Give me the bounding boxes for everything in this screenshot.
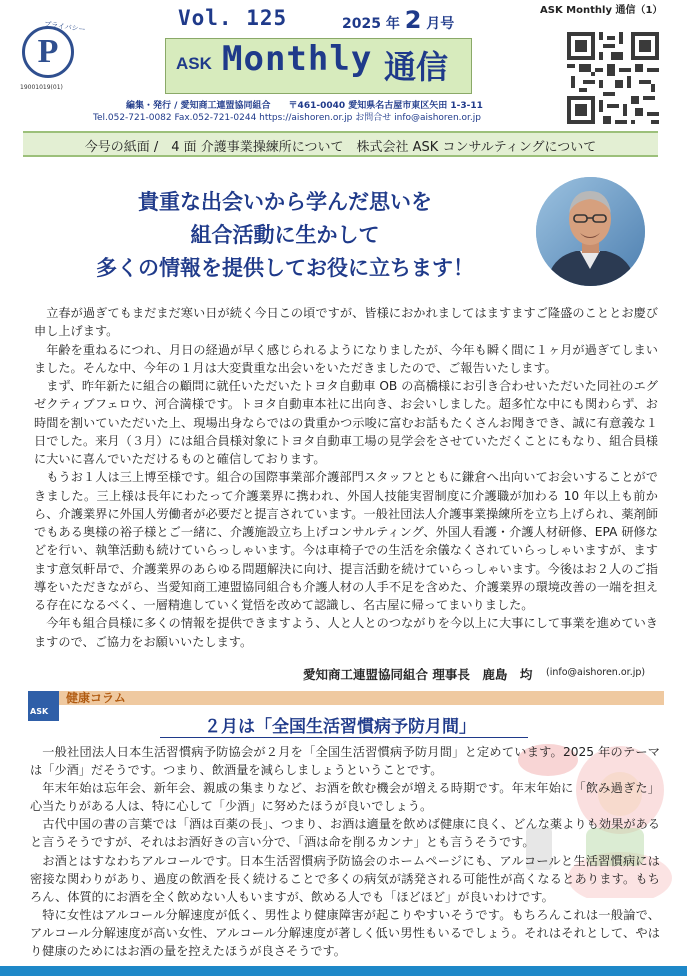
issue-month: 2: [404, 6, 422, 34]
contents-text: 今号の紙面 / 4 面 介護事業操練所について 株式会社 ASK コンサルティングについて: [84, 140, 597, 155]
signature-email: (info@aishoren.or.jp): [546, 667, 646, 678]
article-body: [34, 304, 658, 651]
contact-line: Tel.052-721-0082 Fax.052-721-0244 https://aishoren.or.jp お問合せ info@aishoren.or.jp: [93, 113, 481, 123]
president-portrait-photo: [536, 177, 645, 286]
column-title: ２月は「全国生活習慣病予防月間」: [204, 717, 476, 737]
issue-suffix: 月号: [426, 16, 455, 32]
headline-line-2: 組合活動に生かして: [190, 223, 380, 247]
article-headline: [60, 186, 510, 285]
logo-arc-text: プライバシー: [43, 20, 87, 34]
ask-badge-text: ASK: [30, 707, 49, 716]
column-paragraph: 一般社団法人日本生活習慣病予防協会が２月を「全国生活習慣病予防月間」と定めています。2025 年のテーマは「少酒」だそうです。つまり、飲酒量を減らしましょうということです。: [30, 745, 660, 778]
page-label: ASK Monthly 通信（1）: [540, 5, 663, 16]
column-label: 健康コラム: [66, 691, 126, 705]
logo-number: 19001019(01): [20, 84, 63, 91]
article-paragraph: もうお１人は三上博至様です。組合の国際事業部介護部門スタッフとともに鎌倉へ出向いてお会いすることができました。三上様は長年にわたって介護業界に携われ、外国人技能実習制度に介護職が加わる 10 年以上も前から、介護業界に外国人労働者が必要だと提言されています。一般社団法人介護事業操練所を立ち上げられ、薬剤師でもある奥様の裕子様とご一緒に、介護施設立ち上げコンサルティング、外国人看護・介護人材研修、EPA 研修などを行い、執筆活動も続けていらっしゃいます。今は車椅子での生活を余儀なくされていらっしゃいますが、ますます意気軒昂で、介護業界のあらゆる問題解決に向け、提言活動を続けていらっしゃいます。今後はお２人のご指導をいただきながら、当愛知商工連盟協同組合も介護人材の人手不足を含めた、介護業界の環境改善の一端を担える存在になるべく、一層精進していく覚悟を改めて認識し、名古屋に帰ってまいりました。: [34, 470, 658, 612]
column-paragraph: 古代中国の書の言葉では「酒は百薬の長」、つまり、お酒は適量を飲めば健康に良く、どんな薬よりも効果があると言うそうですが、それはお酒好きの言い分で、「酒は命を削るカンナ」とも言うそうです。: [30, 817, 660, 850]
headline-line-3: 多くの情報を提供してお役に立ちます！: [96, 256, 474, 280]
qr-code-icon[interactable]: [563, 28, 663, 128]
privacy-mark-logo: [18, 20, 87, 96]
volume-number: Vol. 125: [178, 6, 288, 30]
contents-bar: [23, 131, 658, 157]
column-title-underline: [160, 737, 528, 738]
article-paragraph: 年齢を重ねるにつれ、月日の経過が早く感じられるようになりましたが、今年も瞬く間に１ヶ月が過ぎてしまいました。そんな中、今年の１月は大変貴重な出会いをいただきましたので、ご報告いたします。: [34, 342, 658, 375]
ask-badge: [28, 691, 59, 721]
masthead-ask: ASK: [176, 54, 212, 73]
masthead-tsushin: 通信: [384, 48, 449, 86]
article-paragraph: まず、昨年新たに組合の顧問に就任いただいたトヨタ自動車 OB の高橋様にお引き合わせいただいた同社のエグゼクティブフェロウ、河合満様です。トヨタ自動車本社に出向き、お会いしました。超多忙な中にも関わらず、お時間を割いていただいた上、現場出身ならではの貴重かつ示唆に富むお話もたくさんお聞きでき、誠に有意義な１日でした。来月（３月）には組合員様対象にトヨタ自動車工場の見学会をさせていただくことにもなり、組合員様に大いに喜んでいただけるものと確信しております。: [34, 379, 658, 466]
masthead-monthly: Monthly: [222, 39, 373, 79]
column-paragraph: 特に女性はアルコール分解速度が低く、男性より健康障害が起こりやすいそうです。もちろんこれは一般論で、アルコール分解速度が高い女性、アルコール分解速度が著しく低い男性もいるでしょう。それはそれとして、やはり健康のためにはお酒の量を控えたほうが良さそうです。: [30, 907, 660, 959]
issue-date: [342, 6, 454, 34]
headline-line-1: 貴重な出会いから学んだ思いを: [138, 190, 432, 214]
footer-bar: [0, 966, 687, 976]
logo-p-letter: P: [37, 33, 59, 70]
article-paragraph: 今年も組合員様に多くの情報を提供できますよう、人と人とのつながりを今以上に大事にして事業を進めていきますので、ご協力をお願いいたします。: [34, 616, 658, 649]
column-paragraph: お酒とはすなわちアルコールです。日本生活習慣病予防協会のホームページにも、アルコールと生活習慣病には密接な関わりがあり、過度の飲酒を長く続けることで多くの病気が誘発される可能性が高くなるとあります。もちろん、体質的にお酒を全く飲めない人もいますが、飲める人でも「ほどほど」が良いわけです。: [30, 853, 660, 904]
column-body: [30, 743, 660, 960]
article-paragraph: 立春が過ぎてもまだまだ寒い日が続く今日この頃ですが、皆様におかれましてはますますご隆盛のこととお慶び申し上げます。: [34, 306, 658, 339]
issue-year: 2025 年: [342, 16, 400, 32]
column-paragraph: 年末年始は忘年会、新年会、親戚の集まりなど、お酒を飲む機会が増える時期です。年末年始に「飲み過ぎた」心当たりがある人は、特に心して「少酒」に努めたほうが良いでしょう。: [30, 781, 660, 814]
publisher-line: 編集・発行 / 愛知商工連盟協同組合 〒461-0040 愛知県名古屋市東区矢田 1-3-11: [126, 101, 483, 111]
article-signature: 愛知商工連盟協同組合 理事長 鹿島 均: [303, 667, 533, 682]
